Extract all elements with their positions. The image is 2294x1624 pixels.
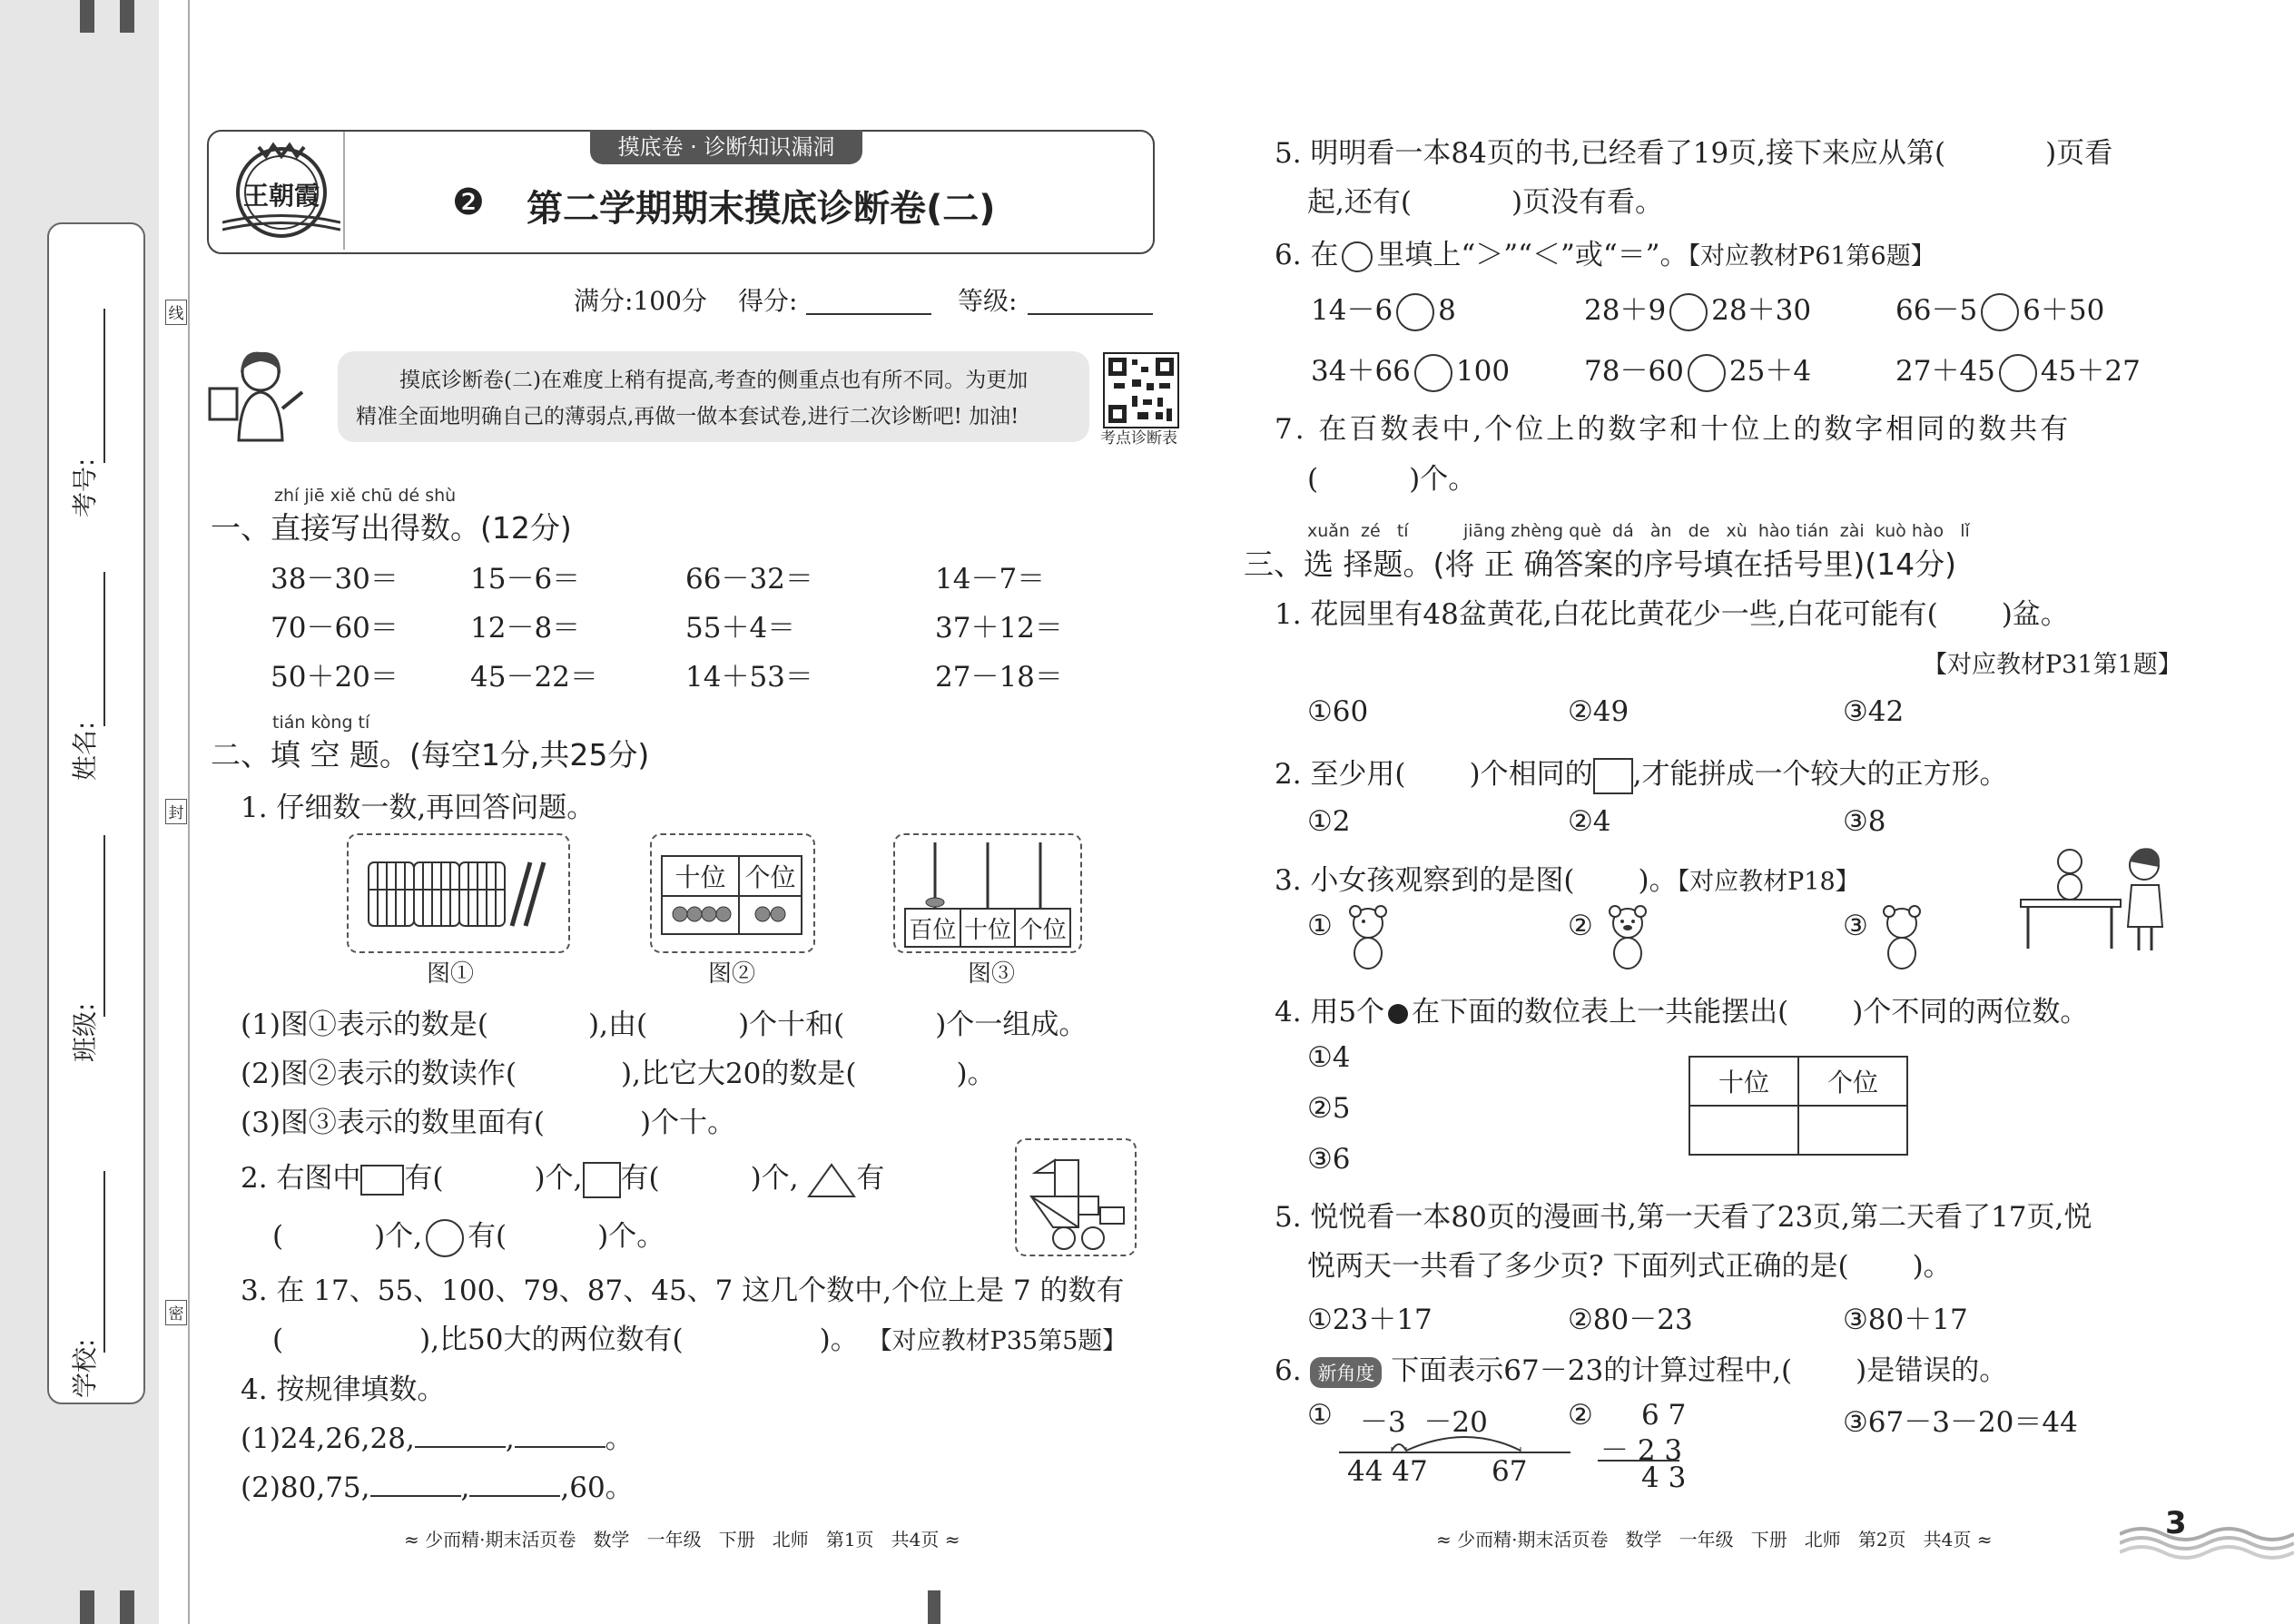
s3-q6: 6. 新角度 下面表示67－23的计算过程中,( )是错误的。 (1275, 1354, 2008, 1387)
pv-tens-label: 十位 (1689, 1057, 1798, 1106)
s3-q2: 2. 至少用( )个相同的 ,才能拼成一个较大的正方形。 (1275, 751, 2008, 794)
compare-item: 78－60 25＋4 (1584, 348, 1811, 392)
banner: 摸底卷 · 诊断知识漏洞 (590, 130, 862, 164)
s3-q5-line2: 悦两天一共看了多少页? 下面列式正确的是( )。 (1307, 1250, 1952, 1283)
sec2-title: 二、填 空 题。(每空1分,共25分) (211, 737, 650, 773)
calc-item: 12－8＝ (470, 612, 581, 645)
sec2-pinyin: tián kòng tí (272, 713, 370, 733)
option[interactable]: ②5 (1307, 1092, 1351, 1125)
compare-item: 27＋45 45＋27 (1895, 348, 2141, 392)
vertical-calc-result: 4 3 (1641, 1462, 1687, 1494)
tens-beads (662, 896, 739, 934)
sec1-title: 一、直接写出得数。(12分) (211, 510, 572, 546)
q2-4-1: (1)24,26,28, , 。 (241, 1422, 634, 1455)
square-icon (360, 1165, 404, 1196)
rectangle-icon (583, 1162, 621, 1198)
pv-tens-label: 十位 (662, 856, 739, 896)
q2-1-2: (2)图②表示的数读作( ),比它大20的数是( )。 (241, 1058, 996, 1090)
option[interactable]: ②49 (1568, 695, 1629, 728)
q7-line2: ( )个。 (1307, 463, 1477, 496)
circle-icon (1342, 241, 1373, 272)
bead-icon (1388, 1004, 1408, 1024)
vertical-calc-sub: － 2 3 (1600, 1434, 1683, 1467)
compare-circle[interactable] (1688, 354, 1726, 392)
compare-circle[interactable] (1999, 354, 2037, 392)
sec3-title: 三、选 择题。(将 正 确答案的序号填在括号里)(14分) (1244, 546, 1956, 582)
intro-line2: 精准全面地明确自己的薄弱点,再做一做本套试卷,进行二次诊断吧! 加油! (356, 405, 1019, 428)
binding-line (188, 0, 190, 1624)
option[interactable]: ② (1568, 910, 1593, 942)
q2-2-line2: ( )个, 有( )个。 (272, 1213, 665, 1257)
q2-4-2: (2)80,75, , ,60。 (241, 1471, 634, 1504)
option[interactable]: ①60 (1307, 695, 1369, 728)
ones-beads (739, 896, 802, 934)
q2-2-line1: 2. 右图中 有( )个, 有( )个, 有 (241, 1155, 884, 1198)
q2-1-1: (1)图①表示的数是( ),由( )个十和( )个一组成。 (241, 1009, 1088, 1041)
grade-label: 等级: (958, 286, 1018, 316)
place-value-table (1689, 1056, 1908, 1156)
teacher-icon (204, 345, 322, 445)
q5-line2: 起,还有( )页没有看。 (1307, 186, 1664, 219)
calc-item: 70－60＝ (271, 612, 399, 645)
crop-mark (928, 1590, 940, 1624)
qr-label: 考点诊断表 (1100, 429, 1177, 448)
exam-number: ❷ (452, 182, 485, 223)
q6-text: 6. 在 里填上“＞”“＜”或“＝”。【对应教材P61第6题】 (1275, 239, 1935, 271)
compare-item: 34＋66 100 (1311, 348, 1510, 392)
option[interactable]: ③67－3－20＝44 (1843, 1406, 2078, 1439)
intro-line1: 摸底诊断卷(二)在难度上稍有提高,考查的侧重点也有所不同。为更加 (399, 369, 1029, 392)
option[interactable]: ② (1568, 1399, 1593, 1432)
logo: 王朝霞 (222, 136, 340, 245)
shapes-figure (1015, 1138, 1137, 1256)
logo-divider (343, 132, 345, 250)
crop-mark (120, 1590, 134, 1624)
compare-circle[interactable] (1396, 293, 1434, 331)
compare-item: 28＋9 28＋30 (1584, 287, 1811, 331)
score-label: 得分: (738, 286, 798, 316)
q2-1-text: 1. 仔细数一数,再回答问题。 (241, 792, 596, 824)
s3-q3: 3. 小女孩观察到的是图( )。【对应教材P18】 (1275, 864, 1860, 897)
tens-cell[interactable] (1689, 1106, 1798, 1155)
footer-left: ≈ 少而精·期末活页卷 数学 一年级 下册 北师 第1页 共4页 ≈ (404, 1529, 960, 1550)
qr-code (1103, 352, 1179, 428)
pv-tens-label: 十位 (960, 909, 1016, 947)
pv-ones-label: 个位 (1015, 909, 1070, 947)
calc-item: 27－18＝ (935, 661, 1063, 694)
compare-item: 14－6 8 (1311, 287, 1456, 331)
compare-circle[interactable] (1669, 293, 1708, 331)
bear-back-icon (1879, 903, 1925, 972)
calc-item: 37＋12＝ (935, 612, 1063, 645)
calc-item: 14＋53＝ (685, 661, 813, 694)
compare-item: 66－5 6＋50 (1895, 287, 2104, 331)
numberline-label: 44 47 (1347, 1455, 1428, 1488)
calc-item: 45－22＝ (470, 661, 598, 694)
score-field[interactable] (806, 313, 931, 315)
new-angle-badge: 新角度 (1310, 1357, 1382, 1388)
vertical-calc-top: 6 7 (1641, 1399, 1687, 1432)
fig-label: 图② (708, 960, 756, 988)
footer-right: ≈ 少而精·期末活页卷 数学 一年级 下册 北师 第2页 共4页 ≈ (1436, 1529, 1993, 1550)
full-score: 满分:100分 (574, 286, 707, 316)
square-icon (1593, 758, 1633, 794)
compare-circle[interactable] (1981, 293, 2019, 331)
option[interactable]: ①2 (1307, 805, 1351, 838)
calc-item: 38－30＝ (271, 563, 399, 595)
page-number: 3 (2165, 1505, 2187, 1541)
option[interactable]: ③42 (1843, 695, 1905, 728)
circle-icon (426, 1219, 464, 1257)
numberline-label: 67 (1492, 1455, 1528, 1488)
option[interactable]: ①4 (1307, 1041, 1351, 1074)
s3-q5-line1: 5. 悦悦看一本80页的漫画书,第一天看了23页,第二天看了17页,悦 (1275, 1201, 2092, 1234)
s3-q1-ref: 【对应教材P31第1题】 (1923, 651, 2182, 679)
ones-cell[interactable] (1798, 1106, 1907, 1155)
figure-3 (893, 833, 1082, 953)
option[interactable]: ②4 (1568, 805, 1611, 838)
s3-q1: 1. 花园里有48盆黄花,白花比黄花少一些,白花可能有( )盆。 (1275, 598, 2069, 631)
q2-3-line2: ( ),比50大的两位数有( )。 【对应教材P35第5题】 (272, 1324, 1127, 1356)
calc-item: 55＋4＝ (685, 612, 796, 645)
fig-label: 图③ (968, 960, 1016, 988)
figure-2 (650, 833, 815, 953)
numberline-jumps: －3 －20 (1360, 1406, 1488, 1439)
crop-mark (80, 1590, 94, 1624)
exam-no-field: 考号: (65, 309, 120, 517)
option[interactable]: ③6 (1307, 1143, 1351, 1176)
option[interactable]: ②80－23 (1568, 1304, 1693, 1336)
triangle-icon (807, 1162, 856, 1198)
binding-mark: 密 (165, 1300, 187, 1325)
bear-front-icon (1345, 903, 1391, 972)
option[interactable]: ③ (1843, 910, 1868, 942)
pv-ones-label: 个位 (1798, 1057, 1907, 1106)
sec3-pinyin: xuǎn zé tí jiāng zhèng què dá àn de xù hào tián zài kuò hào lǐ (1307, 521, 1970, 541)
calc-item: 66－32＝ (685, 563, 813, 595)
sec1-pinyin: zhí jiē xiě chū dé shù (274, 486, 457, 506)
q2-4: 4. 按规律填数。 (241, 1373, 446, 1406)
option[interactable]: ①23＋17 (1307, 1304, 1433, 1336)
grade-field[interactable] (1028, 313, 1153, 315)
crop-mark (120, 0, 134, 33)
binding-mark: 线 (165, 300, 187, 325)
girl-observing-illustration (2017, 840, 2171, 958)
figure-1 (347, 833, 570, 953)
binding-mark: 封 (165, 799, 187, 824)
fig-label: 图① (427, 960, 475, 988)
class-field: 班级: (65, 835, 120, 1062)
option[interactable]: ③80＋17 (1843, 1304, 1968, 1336)
option[interactable]: ③8 (1843, 805, 1886, 838)
q7-line1: 7. 在百数表中,个位上的数字和十位上的数字相同的数共有 (1275, 413, 2072, 446)
page-number-waves (2120, 1507, 2294, 1561)
s3-q4: 4. 用5个 在下面的数位表上一共能摆出( )个不同的两位数。 (1275, 996, 2089, 1029)
option[interactable]: ① (1307, 910, 1333, 942)
compare-circle[interactable] (1414, 354, 1452, 392)
name-field: 姓名: (65, 572, 120, 781)
school-field: 学校: (65, 1171, 120, 1398)
calc-item: 50＋20＝ (271, 661, 399, 694)
pv-hundreds-label: 百位 (905, 909, 960, 947)
bear-face-icon (1605, 903, 1650, 972)
q2-1-3: (3)图③表示的数里面有( )个十。 (241, 1107, 736, 1139)
pv-ones-label: 个位 (739, 856, 802, 896)
q2-3-line1: 3. 在 17、55、100、79、87、45、7 这几个数中,个位上是 7 的数有 (241, 1275, 1125, 1307)
q5-line1: 5. 明明看一本84页的书,已经看了19页,接下来应从第( )页看 (1275, 137, 2113, 170)
crop-mark (80, 0, 94, 33)
calc-item: 15－6＝ (470, 563, 581, 595)
calc-item: 14－7＝ (935, 563, 1046, 595)
page-title: 第二学期期末摸底诊断卷(二) (527, 188, 996, 230)
option[interactable]: ① (1307, 1399, 1333, 1432)
